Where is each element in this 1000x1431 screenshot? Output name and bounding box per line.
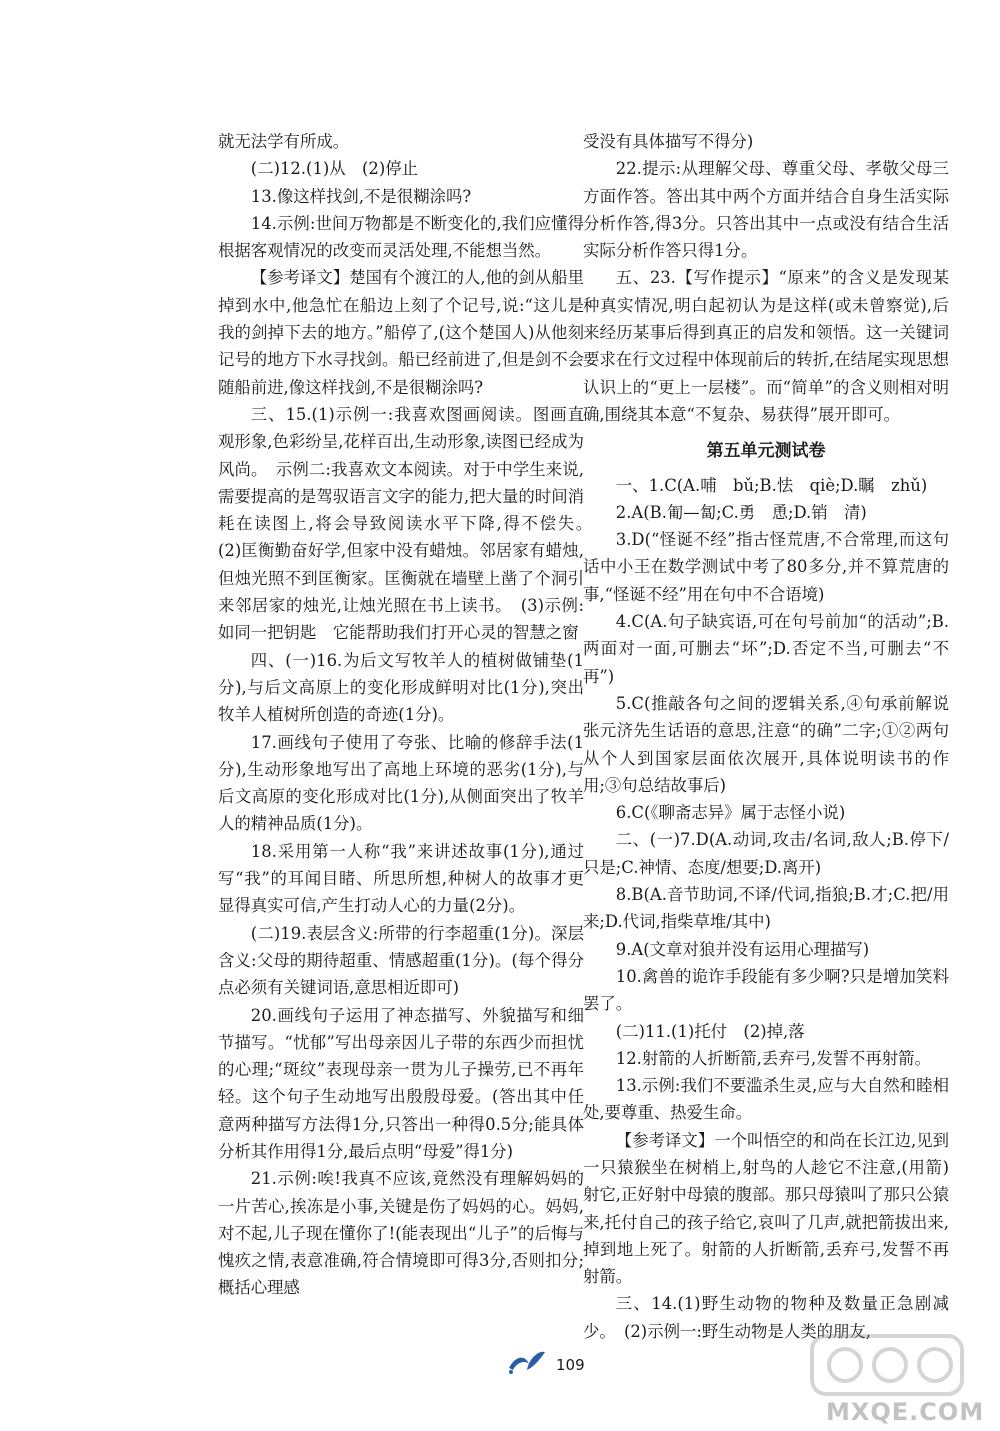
paragraph: 三、15.(1)示例一:我喜欢图画阅读。图画直观形象,色彩纷呈,花样百出,生动形象,读图已经成为风尚。 示例二:我喜欢文本阅读。对于中学生来说,需要提高的是驾驭语言文字的能力,把大量的时间消耗在读图上,将会导致阅读水平下降,得不偿失。 (2)匡衡勤奋好学,但家中没有蜡烛。邻居家有蜡烛,但烛光照不到匡衡家。匡衡就在墙壁上凿了个洞引来邻居家的烛光,让烛光照在书上读书。 (3)示例:如同一把钥匙 它能帮助我们打开心灵的智慧之窗 xyxy=(218,404,601,643)
paragraph: 17.画线句子使用了夸张、比喻的修辞手法(1分),生动形象地写出了高地上环境的恶劣(1分),与后文高原的变化形成对比(1分),从侧面突出了牧羊人的精神品质(1分)。 xyxy=(218,732,584,834)
paragraph: 8.B(A.音节助词,不译/代词,指狼;B.才;C.把/用来;D.代词,指柴草堆/其中) xyxy=(583,885,949,932)
paragraph: 4.C(A.句子缺宾语,可在句号前加“的活动”;B.两面对一面,可删去“坏”;D.否定不当,可删去“不再”) xyxy=(583,612,949,686)
paragraph: 五、23.【写作提示】“原来”的含义是发现某种真实情况,明白起初认为是这样(或未曾察觉),后来经历某事后得到真正的启发和领悟。这一关键词要求在行文过程中体现前后的转折,在结尾实现思想认识上的“更上一层楼”。而“简单”的含义则相对明确,围绕其本意“不复杂、易获得”展开即可。 xyxy=(583,268,949,424)
page-number: 109 xyxy=(556,1356,585,1374)
paragraph: 受没有具体描写不得分) xyxy=(583,132,754,151)
left-column xyxy=(218,128,601,1302)
watermark-text: MXQE.COM xyxy=(826,1398,985,1426)
paragraph: 21.示例:唉!我真不应该,竟然没有理解妈妈的一片苦心,挨冻是小事,关键是伤了妈妈的心。妈妈,对不起,儿子现在懂你了!(能表现出“儿子”的后悔与愧疚之情,表意准确,符合情境即可得3分,否则扣分;概括心理感 xyxy=(218,1169,584,1298)
paragraph: 三、14.(1)野生动物的物种及数量正急剧减少。 (2)示例一:野生动物是人类的朋友, xyxy=(583,1294,949,1341)
paragraph: (二)19.表层含义:所带的行李超重(1分)。深层含义:父母的期待超重、情感超重(1分)。(每个得分点必须有关键词语,意思相近即可) xyxy=(218,923,584,998)
paragraph: 22.提示:从理解父母、尊重父母、孝敬父母三方面作答。答出其中两个方面并结合自身生活实际分析作答,得3分。只答出其中一点或没有结合生活实际分析作答只得1分。 xyxy=(583,159,949,261)
paragraph: 四、(一)16.为后文写牧羊人的植树做铺垫(1分),与后文高原上的变化形成鲜明对比(1分),突出牧羊人植树所创造的奇迹(1分)。 xyxy=(218,650,584,725)
leaf-ornament-icon xyxy=(505,1346,549,1376)
answer-site-logo-icon xyxy=(800,1330,980,1400)
right-column xyxy=(583,128,949,1345)
paragraph: 2.A(B.匍—匐;C.勇 恿;D.销 清) xyxy=(615,502,867,522)
unit-test-title: 第五单元测试卷 xyxy=(706,441,826,462)
paragraph: 9.A(文章对狼并没有运用心理描写) xyxy=(615,939,870,959)
paragraph: 12.射箭的人折断箭,丢弃弓,发誓不再射箭。 xyxy=(615,1048,931,1068)
paragraph: 【参考译文】一个叫悟空的和尚在长江边,见到一只猿猴坐在树梢上,射鸟的人趁它不注意,(用箭)射它,正好射中母猿的腹部。那只母猿叫了那只公猿来,托付自己的孩子给它,哀叫了几声,就把箭拔出来,掉到地上死了。射箭的人折断箭,丢弃弓,发誓不再射箭。 xyxy=(583,1130,949,1287)
paragraph: 一、1.C(A.哺 bǔ;B.怯 qiè;D.瞩 zhǔ) xyxy=(615,475,928,495)
paragraph: 10.禽兽的诡诈手段能有多少啊?只是增加笑料罢了。 xyxy=(583,966,949,1014)
paragraph: (二)12.(1)从 (2)停止 xyxy=(250,159,419,179)
paragraph: 14.示例:世间万物都是不断变化的,我们应懂得根据客观情况的改变而灵活处理,不能想当然。 xyxy=(218,213,584,261)
paragraph: 6.C(《聊斋志异》属于志怪小说) xyxy=(615,803,846,823)
paragraph: 18.采用第一人称“我”来讲述故事(1分),通过写“我”的耳闻目睹、所思所想,种树人的故事才更显得真实可信,产生打动人心的力量(2分)。 xyxy=(218,841,584,916)
paragraph: 5.C(推敲各句之间的逻辑关系,④句承前解说张元济先生话语的意思,注意“的确”二字;①②两句从个人到国家层面依次展开,具体说明读书的作用;③句总结故事后) xyxy=(583,693,949,795)
paragraph: 二、(一)7.D(A.动词,攻击/名词,敌人;B.停下/只是;C.神情、态度/想要;D.离开) xyxy=(583,830,949,877)
paragraph: 13.像这样找剑,不是很糊涂吗? xyxy=(250,186,472,206)
paragraph: 13.示例:我们不要滥杀生灵,应与大自然和睦相处,要尊重、热爱生命。 xyxy=(583,1076,949,1123)
paragraph: 【参考译文】楚国有个渡江的人,他的剑从船里掉到水中,他急忙在船边上刻了个记号,说:“这儿是我的剑掉下去的地方。”船停了,(这个楚国人)从他刻记号的地方下水寻找剑。船已经前进了,但是剑不会随船前进,像这样找剑,不是很糊涂吗? xyxy=(218,268,584,397)
paragraph: 3.D(“怪诞不经”指古怪荒唐,不合常理,而这句话中小王在数学测试中考了80多分,并不算荒唐的事,“怪诞不经”用在句中不合语境) xyxy=(583,530,949,604)
paragraph: 就无法学有所成。 xyxy=(218,132,350,151)
paragraph: (二)11.(1)托付 (2)掉,落 xyxy=(615,1021,805,1041)
paragraph: 20.画线句子运用了神态描写、外貌描写和细节描写。“忧郁”写出母亲因儿子带的东西少而担忧的心理;“斑纹”表现母亲一贯为儿子操劳,已不再年轻。这个句子生动地写出殷殷母爱。(答出其中任意两种描写方法得1分,只答出一种得0.5分;能具体分析其作用得1分,最后点明“母爱”得1分) xyxy=(218,1005,584,1161)
